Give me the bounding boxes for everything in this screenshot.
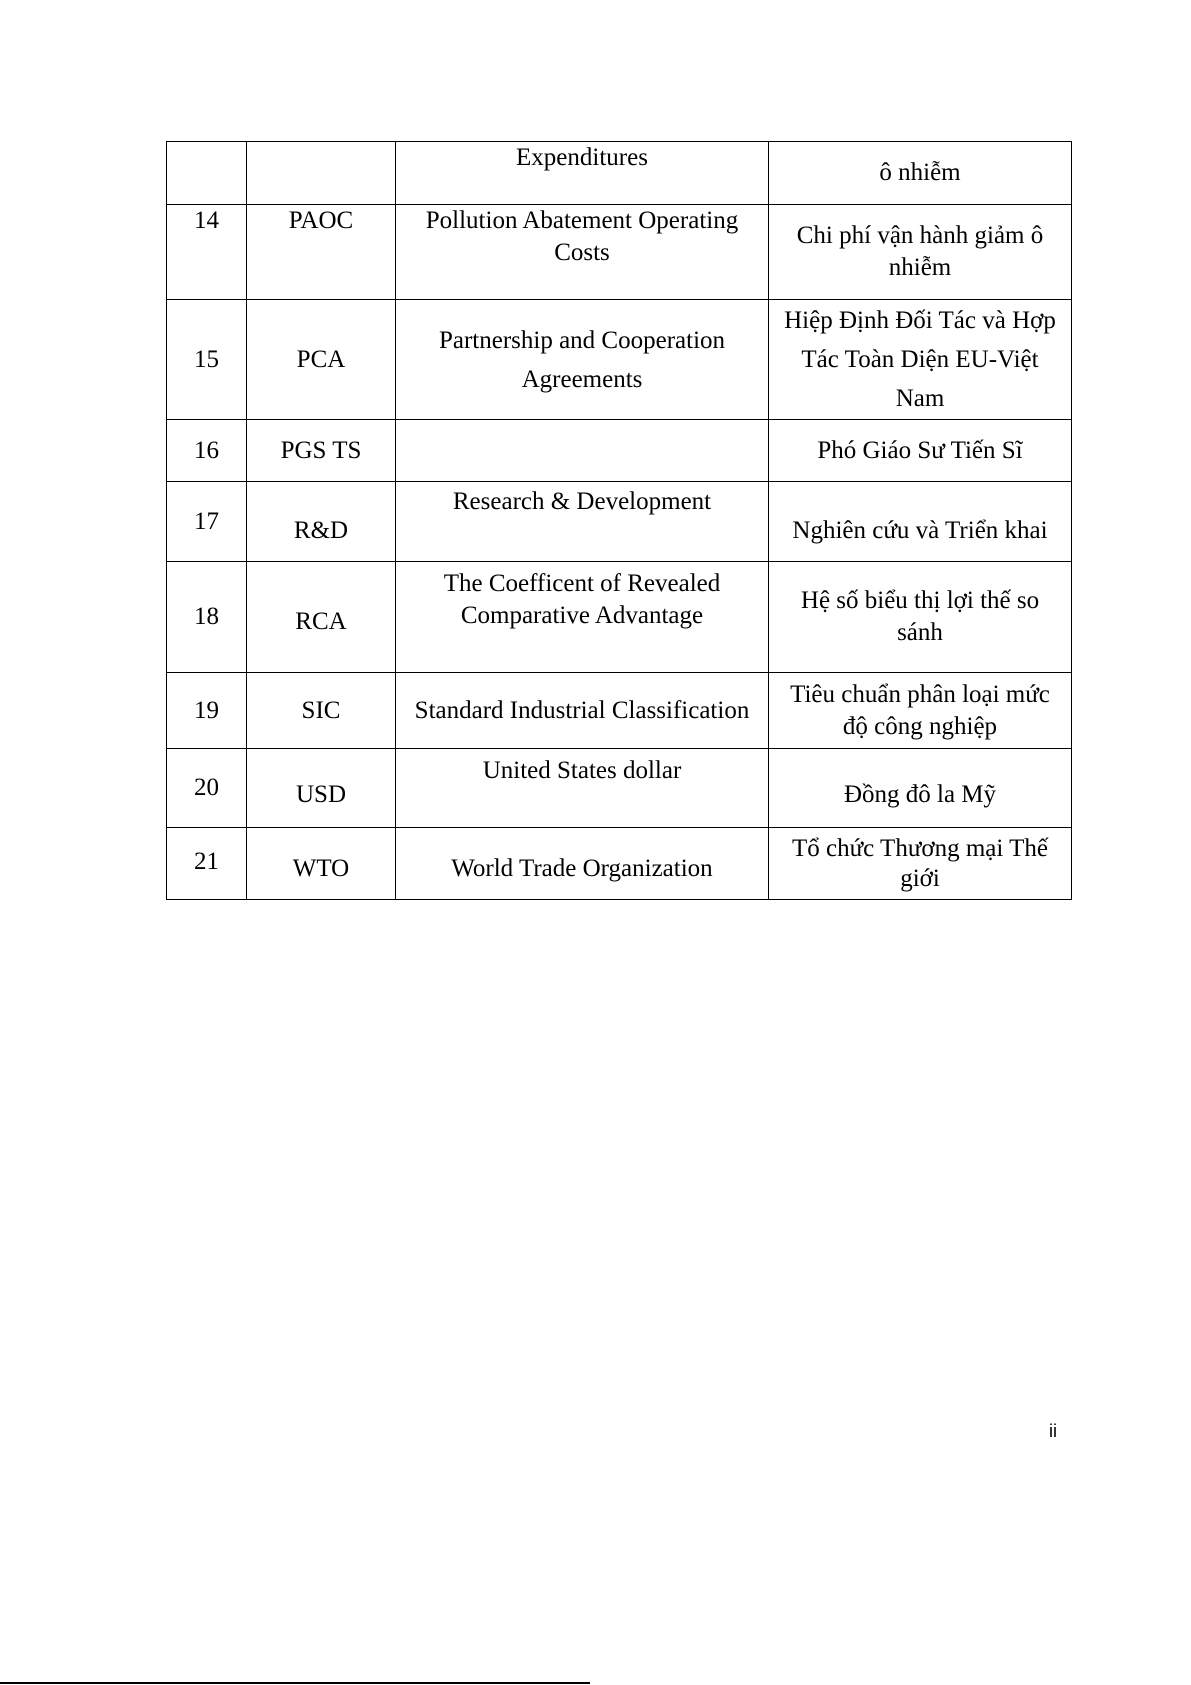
table-row [167, 828, 1072, 900]
abbreviation: SIC [247, 673, 396, 749]
english-term: Expenditures [396, 142, 769, 205]
vietnamese-term: Tiêu chuẩn phân loại mức độ công nghiệp [769, 673, 1072, 749]
table-row [167, 300, 1072, 420]
row-number: 16 [167, 420, 247, 482]
vietnamese-term: Hệ số biểu thị lợi thế so sánh [769, 562, 1072, 673]
table-row [167, 420, 1072, 482]
row-number: 15 [167, 300, 247, 420]
english-term: Partnership and Cooperation Agreements [396, 300, 769, 420]
english-term: Standard Industrial Classification [396, 673, 769, 749]
abbreviation [247, 142, 396, 205]
abbreviation: WTO [247, 828, 396, 900]
table-row [167, 142, 1072, 205]
row-number: 19 [167, 673, 247, 749]
page-number: ii [1049, 1421, 1057, 1441]
vietnamese-term: Tổ chức Thương mại Thế giới [769, 828, 1072, 900]
row-number [167, 142, 247, 205]
row-number: 14 [167, 205, 247, 300]
abbreviation: PGS TS [247, 420, 396, 482]
row-number: 21 [167, 828, 247, 900]
row-number: 18 [167, 562, 247, 673]
vietnamese-term: Nghiên cứu và Triển khai [769, 482, 1072, 562]
abbreviation: PAOC [247, 205, 396, 300]
english-term: United States dollar [396, 749, 769, 828]
vietnamese-term: Phó Giáo Sư Tiến Sĩ [769, 420, 1072, 482]
abbreviation: R&D [247, 482, 396, 562]
vietnamese-term: Hiệp Định Đối Tác và Hợp Tác Toàn Diện EU-Việt Nam [769, 300, 1072, 420]
vietnamese-term: ô nhiễm [769, 142, 1072, 205]
table-row [167, 562, 1072, 673]
english-term: Pollution Abatement Operating Costs [396, 205, 769, 300]
english-term [396, 420, 769, 482]
abbreviation: PCA [247, 300, 396, 420]
abbreviation-table [166, 141, 1072, 900]
english-term: World Trade Organization [396, 828, 769, 900]
row-number: 17 [167, 482, 247, 562]
vietnamese-term: Chi phí vận hành giảm ô nhiễm [769, 205, 1072, 300]
vietnamese-term: Đồng đô la Mỹ [769, 749, 1072, 828]
row-number: 20 [167, 749, 247, 828]
table-row [167, 673, 1072, 749]
english-term: The Coefficent of Revealed Comparative Advantage [396, 562, 769, 673]
abbreviation: RCA [247, 562, 396, 673]
table-row [167, 749, 1072, 828]
english-term: Research & Development [396, 482, 769, 562]
abbreviation: USD [247, 749, 396, 828]
table-row [167, 205, 1072, 300]
table-row [167, 482, 1072, 562]
footer-divider [0, 1682, 590, 1684]
